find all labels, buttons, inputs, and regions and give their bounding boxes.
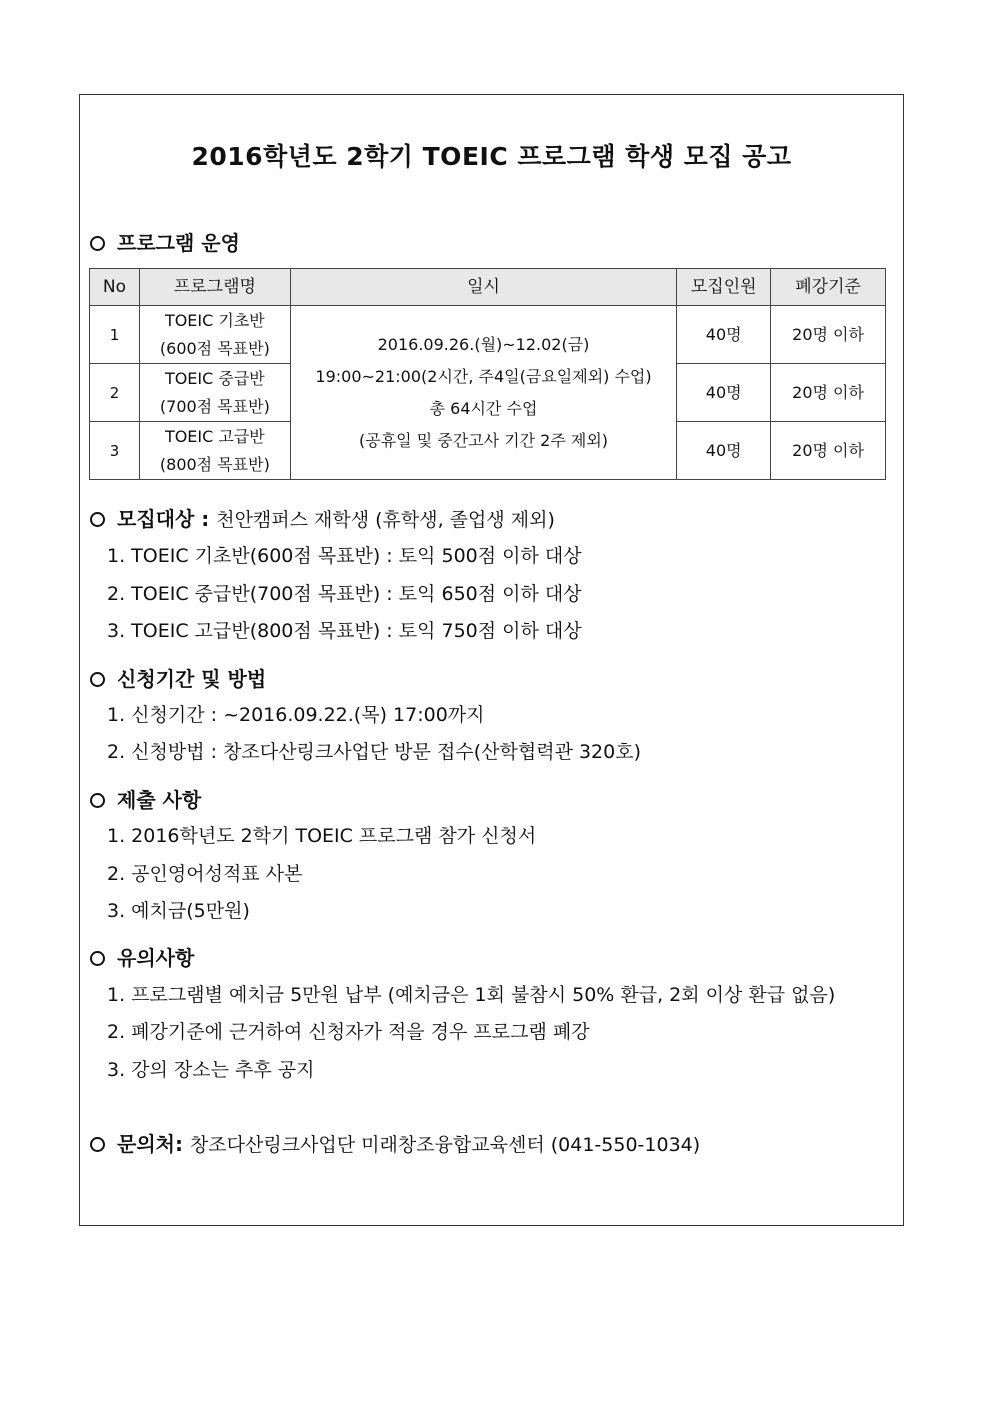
col-header-schedule: 일시	[290, 269, 677, 306]
cell-count: 40명	[677, 306, 771, 364]
circle-bullet-icon	[90, 672, 105, 687]
cell-cancel: 20명 이하	[771, 364, 886, 422]
section-program-heading: 프로그램 운영	[90, 227, 240, 256]
notice-frame	[79, 94, 904, 1226]
section-contact-heading: 문의처: 창조다산링크사업단 미래창조융합교육센터 (041-550-1034)	[90, 1128, 700, 1157]
section-notes-heading: 유의사항	[90, 942, 194, 971]
page-title: 2016학년도 2학기 TOEIC 프로그램 학생 모집 공고	[191, 142, 792, 171]
program-table	[89, 268, 886, 480]
list-item: 2. 공인영어성적표 사본	[107, 863, 303, 885]
list-item: 3. 강의 장소는 추후 공지	[107, 1059, 315, 1081]
section-target-heading: 모집대상 : 천안캠퍼스 재학생 (휴학생, 졸업생 제외)	[90, 503, 555, 532]
list-item: 3. 예치금(5만원)	[107, 900, 250, 922]
cell-no: 2	[90, 364, 140, 422]
circle-bullet-icon	[90, 793, 105, 808]
col-header-name: 프로그램명	[139, 269, 290, 306]
cell-no: 1	[90, 306, 140, 364]
table-header-row	[90, 269, 886, 306]
cell-schedule: 2016.09.26.(월)~12.02(금) 19:00~21:00(2시간, 주4일(금요일제외) 수업) 총 64시간 수업 (공휴일 및 중간고사 기간 2주 제외)	[290, 306, 677, 480]
circle-bullet-icon	[90, 951, 105, 966]
contact-description: 창조다산링크사업단 미래창조융합교육센터 (041-550-1034)	[189, 1134, 701, 1156]
cell-program-name: TOEIC 중급반 (700점 목표반)	[139, 364, 290, 422]
list-item: 1. 프로그램별 예치금 5만원 납부 (예치금은 1회 불참시 50% 환급, 2회 이상 환급 없음)	[107, 984, 836, 1006]
cell-count: 40명	[677, 364, 771, 422]
cell-no: 3	[90, 422, 140, 480]
list-item: 2. 신청방법 : 창조다산링크사업단 방문 접수(산학협력관 320호)	[107, 741, 642, 763]
circle-bullet-icon	[90, 512, 105, 527]
col-header-cancel: 폐강기준	[771, 269, 886, 306]
list-item: 2. TOEIC 중급반(700점 목표반) : 토익 650점 이하 대상	[107, 583, 582, 605]
circle-bullet-icon	[90, 1137, 105, 1152]
cell-cancel: 20명 이하	[771, 422, 886, 480]
target-description: 천안캠퍼스 재학생 (휴학생, 졸업생 제외)	[216, 509, 555, 531]
cell-program-name: TOEIC 고급반 (800점 목표반)	[139, 422, 290, 480]
list-item: 1. 신청기간 : ~2016.09.22.(목) 17:00까지	[107, 704, 485, 726]
table-row	[90, 306, 886, 364]
section-submit-heading: 제출 사항	[90, 784, 201, 813]
col-header-no: No	[90, 269, 140, 306]
cell-program-name: TOEIC 기초반 (600점 목표반)	[139, 306, 290, 364]
cell-count: 40명	[677, 422, 771, 480]
list-item: 1. 2016학년도 2학기 TOEIC 프로그램 참가 신청서	[107, 825, 537, 847]
col-header-count: 모집인원	[677, 269, 771, 306]
section-apply-heading: 신청기간 및 방법	[90, 663, 266, 692]
list-item: 3. TOEIC 고급반(800점 목표반) : 토익 750점 이하 대상	[107, 620, 582, 642]
cell-cancel: 20명 이하	[771, 306, 886, 364]
list-item: 2. 폐강기준에 근거하여 신청자가 적을 경우 프로그램 폐강	[107, 1021, 590, 1043]
list-item: 1. TOEIC 기초반(600점 목표반) : 토익 500점 이하 대상	[107, 545, 582, 567]
circle-bullet-icon	[90, 236, 105, 251]
